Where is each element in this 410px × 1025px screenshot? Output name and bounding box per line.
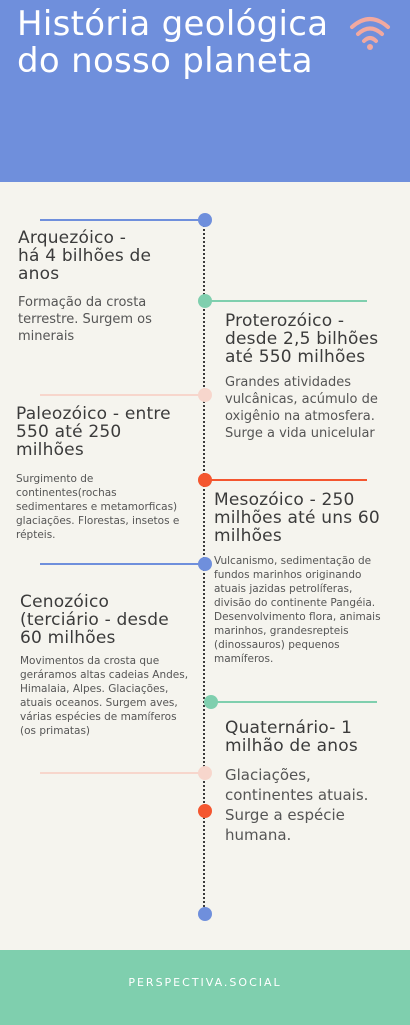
header-banner — [0, 0, 410, 182]
quaternario-connector — [210, 701, 377, 703]
page-title: História geológica do nosso planeta — [17, 4, 329, 81]
footer-brand: PERSPECTIVA.SOCIAL — [128, 976, 282, 989]
era-desc-paleozoico: Surgimento de continentes(rochas sedimentares e metamorficas) glaciações. Florestas, insetos e répteis. — [16, 473, 180, 541]
timeline-dot-pink — [198, 388, 212, 402]
era-desc-arquezoico: Formação da crosta terrestre. Surgem os minerais — [18, 295, 152, 344]
timeline-dot-orange — [198, 804, 212, 818]
arquezoico-connector — [40, 219, 204, 221]
era-desc-mesozoico: Vulcanismo, sedimentação de fundos marinhos originando atuais jazidas petrolíferas, divisão do continente Pangéia. Desenvolvimento flora, animais marinhos, grandesrepteis (dinossauros) pequenos mamíferos. — [214, 555, 381, 665]
era-title-cenozoico: Cenozóico (terciário - desde 60 milhões — [20, 592, 169, 648]
era-title-arquezoico: Arquezóico - há 4 bilhões de anos — [18, 228, 152, 284]
era-title-proterozoico: Proterozóico - desde 2,5 bilhões até 550 milhões — [225, 311, 379, 367]
timeline-dot-blue — [198, 557, 212, 571]
timeline-dot-green — [204, 695, 218, 709]
cenozoico-connector — [40, 563, 204, 565]
timeline-dot-pink — [198, 766, 212, 780]
era-title-paleozoico: Paleozóico - entre 550 até 250 milhões — [16, 404, 171, 460]
timeline-dot-green — [198, 294, 212, 308]
mesozoico-connector — [204, 479, 367, 481]
era-desc-cenozoico: Movimentos da crosta que geráramos altas cadeias Andes, Himalaia, Alpes. Glaciações, atuais oceanos. Surgem aves, várias espécies de mamíferos (os primatas) — [20, 655, 189, 737]
era-desc-quaternario: Glaciações, continentes atuais. Surge a espécie humana. — [225, 766, 369, 844]
era-title-quaternario: Quaternário- 1 milhão de anos — [225, 718, 358, 756]
timeline-dot-blue — [198, 907, 212, 921]
pink-connector — [40, 772, 204, 774]
era-title-mesozoico: Mesozóico - 250 milhões até uns 60 milhões — [214, 490, 380, 546]
footer — [0, 950, 410, 1025]
timeline-dot-blue — [198, 213, 212, 227]
paleozoico-connector — [40, 394, 204, 396]
era-desc-proterozoico: Grandes atividades vulcânicas, acúmulo de oxigênio na atmosfera. Surge a vida unicelular — [225, 375, 378, 441]
timeline-dot-orange — [198, 473, 212, 487]
wifi-icon — [349, 15, 391, 51]
proterozoico-connector — [204, 300, 367, 302]
